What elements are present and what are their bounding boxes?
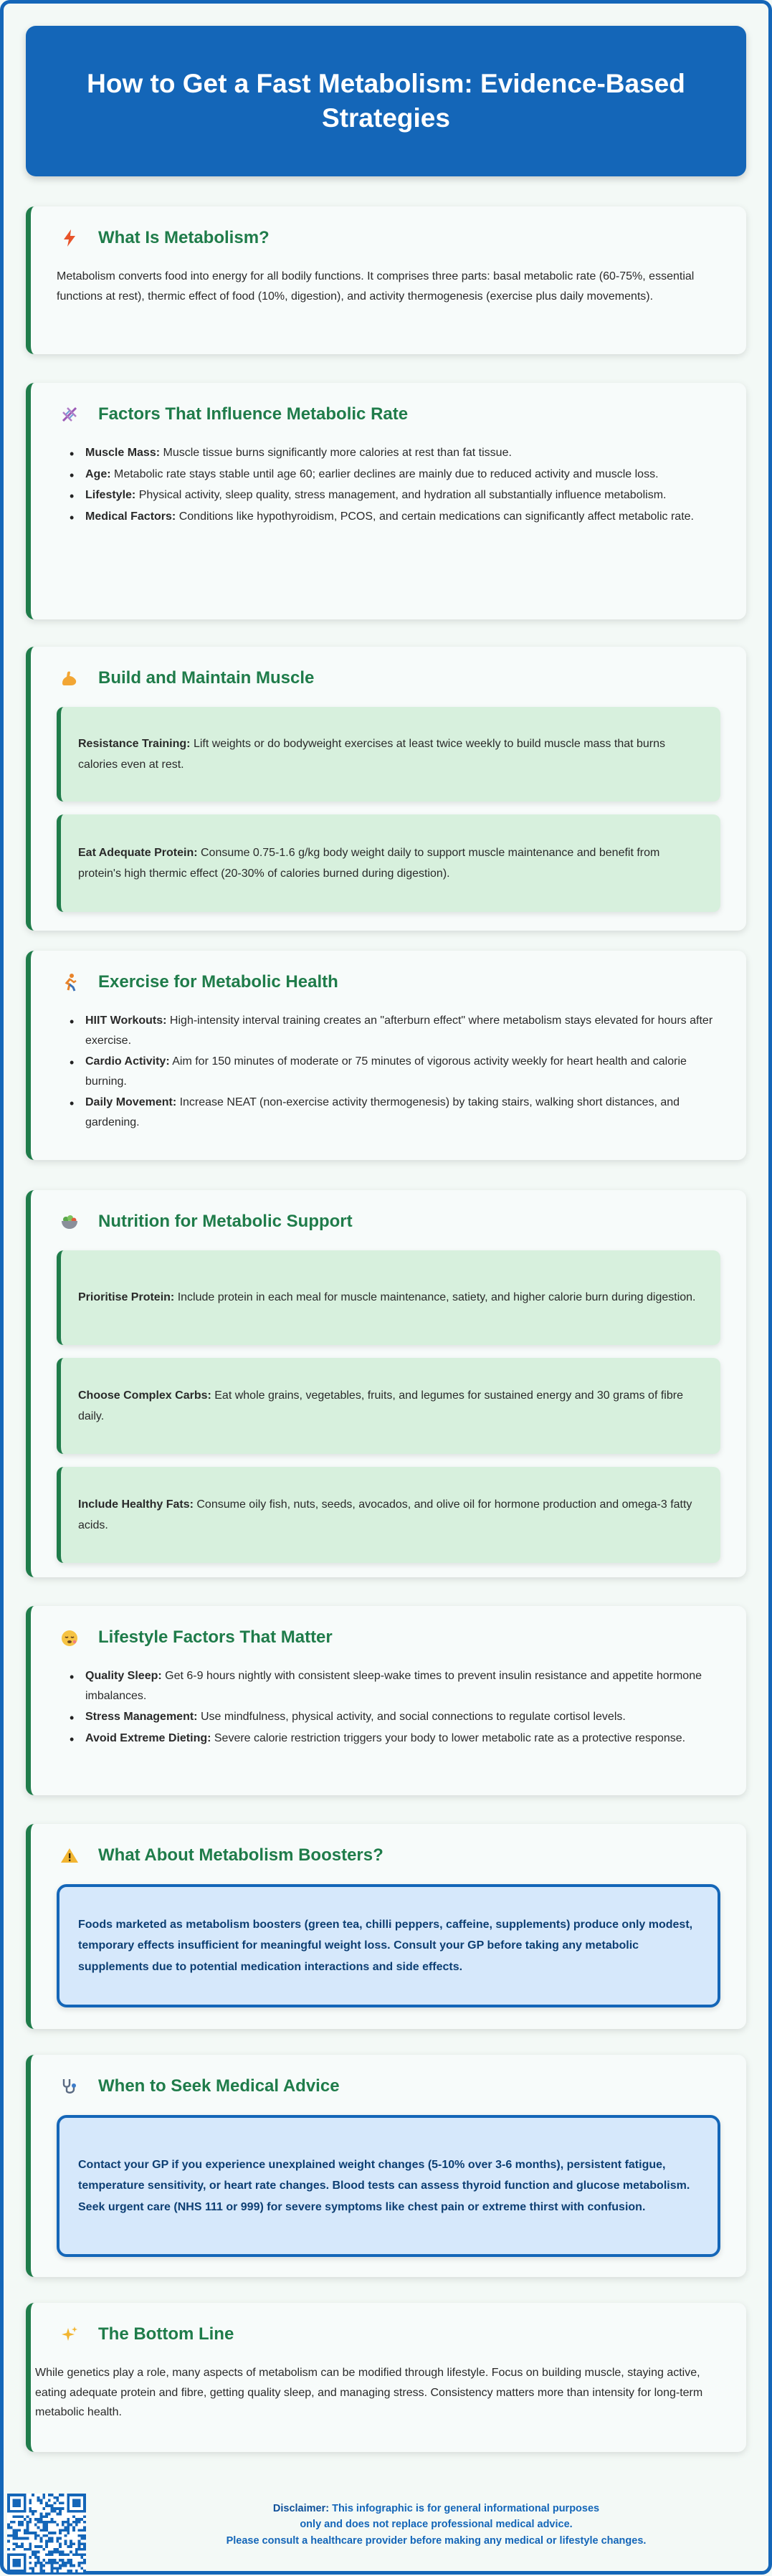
item-text: Physical activity, sleep quality, stress management, and hydration all substantially influence metabolism. — [135, 489, 667, 502]
section-bottom-line — [26, 2303, 746, 2452]
section-build-muscle — [26, 647, 746, 931]
item-text: Increase NEAT (non-exercise activity thermogenesis) by taking stairs, walking short distances, and gardening. — [85, 1096, 680, 1128]
section-title: Build and Maintain Muscle — [98, 668, 315, 688]
tip-label: Include Healthy Fats: — [78, 1498, 194, 1511]
tip-text — [78, 1494, 703, 1536]
section-header — [57, 2076, 720, 2096]
lightning-icon — [59, 228, 80, 248]
section-header — [57, 1212, 720, 1232]
alert-box — [57, 1884, 720, 2007]
tip-card — [57, 814, 720, 912]
section-header — [57, 228, 720, 248]
item-text: Get 6-9 hours nightly with consistent sleep-wake times to prevent insulin resistance and appetite hormone imbalances. — [85, 1670, 702, 1702]
list-item — [59, 507, 720, 527]
item-text: Conditions like hypothyroidism, PCOS, and certain medications can significantly affect metabolic rate. — [176, 510, 694, 523]
qr-code-icon — [7, 2494, 86, 2572]
tip-text — [78, 842, 703, 884]
list-item — [59, 1729, 720, 1749]
tip-body: Lift weights or do bodyweight exercises at least twice weekly to build muscle mass that burns calories even at rest. — [78, 737, 666, 771]
page-header — [26, 26, 746, 176]
factors-list — [57, 443, 720, 526]
section-factors — [26, 383, 746, 619]
section-body: Metabolism converts food into energy for all bodily functions. It comprises three parts: basal metabolic rate (60-75%, essential functions at rest), thermic effect of food (10%, digestion), and activity thermogenesis (exercise plus daily movements). — [57, 270, 695, 303]
tip-text — [78, 1287, 695, 1308]
section-medical-advice — [26, 2055, 746, 2277]
section-header — [57, 404, 720, 424]
item-text: Muscle tissue burns significantly more calories at rest than fat tissue. — [160, 447, 512, 459]
disclaimer-line-1: This infographic is for general informational purposes — [329, 2503, 600, 2514]
section-title: Exercise for Metabolic Health — [98, 972, 338, 992]
warning-icon — [59, 1845, 80, 1866]
exercise-list — [57, 1011, 720, 1132]
alert-text: Contact your GP if you experience unexplained weight changes (5-10% over 3-6 months), persistent fatigue, temperature sensitivity, or heart rate changes. Blood tests can assess thyroid function and glucose metabolism. Seek urgent care (NHS 111 or 999) for severe symptoms like chest pain or extreme thirst with confusion. — [78, 2159, 690, 2213]
item-text: Aim for 150 minutes of moderate or 75 minutes of vigorous activity weekly for heart health and calorie burning. — [85, 1055, 687, 1088]
section-header — [57, 1845, 720, 1866]
tip-body: Eat whole grains, vegetables, fruits, and legumes for sustained energy and 30 grams of fibre daily. — [78, 1389, 683, 1422]
tip-body: Include protein in each meal for muscle maintenance, satiety, and higher calorie burn during digestion. — [174, 1291, 696, 1304]
list-item — [59, 1093, 720, 1132]
tip-label: Prioritise Protein: — [78, 1291, 175, 1304]
disclaimer — [129, 2501, 743, 2549]
section-title: Nutrition for Metabolic Support — [98, 1212, 353, 1231]
list-item — [59, 1011, 720, 1050]
section-title: When to Seek Medical Advice — [98, 2076, 340, 2096]
item-label: Quality Sleep: — [85, 1670, 162, 1682]
section-title: Lifestyle Factors That Matter — [98, 1627, 333, 1647]
disclaimer-line-2: only and does not replace professional medical advice. — [300, 2519, 573, 2531]
section-header — [57, 668, 720, 688]
tip-body: Consume 0.75-1.6 g/kg body weight daily to support muscle maintenance and benefit from protein's high thermic effect (20-30% of calories burned during digestion). — [78, 846, 660, 880]
list-item — [59, 443, 720, 463]
item-text: High-intensity interval training creates an "afterburn effect" where metabolism stays elevated for hours after exercise. — [85, 1014, 713, 1047]
item-label: Muscle Mass: — [85, 447, 161, 459]
section-title: The Bottom Line — [98, 2324, 234, 2344]
tip-card — [57, 1467, 720, 1563]
section-what-is-metabolism — [26, 206, 746, 354]
section-lifestyle — [26, 1606, 746, 1795]
stethoscope-icon — [59, 2076, 80, 2096]
item-text: Metabolic rate stays stable until age 60; earlier declines are mainly due to reduced activity and muscle loss. — [110, 467, 659, 480]
item-label: Lifestyle: — [85, 489, 136, 502]
section-boosters — [26, 1824, 746, 2029]
list-item — [59, 1052, 720, 1091]
lifestyle-list — [57, 1666, 720, 1748]
item-text: Severe calorie restriction triggers your body to lower metabolic rate as a protective response. — [211, 1731, 686, 1744]
item-text: Use mindfulness, physical activity, and social connections to regulate cortisol levels. — [197, 1711, 626, 1724]
alert-box — [57, 2115, 720, 2257]
item-label: Daily Movement: — [85, 1096, 177, 1109]
section-title: What About Metabolism Boosters? — [98, 1845, 383, 1865]
tip-card — [57, 1358, 720, 1454]
section-nutrition — [26, 1190, 746, 1577]
section-header — [57, 972, 720, 992]
section-title: Factors That Influence Metabolic Rate — [98, 404, 409, 424]
section-header — [57, 1627, 720, 1648]
item-label: HIIT Workouts: — [85, 1014, 167, 1027]
section-exercise — [26, 951, 746, 1160]
tip-text — [78, 1385, 703, 1427]
tip-card — [57, 1250, 720, 1345]
section-body: While genetics play a role, many aspects of metabolism can be modified through lifestyle. Focus on building muscle, staying active, eating adequate protein and fibre, getting quality sleep, and managing stress. Consistency matters more than intensity for long-term metabolic health. — [35, 2367, 703, 2419]
alert-text: Foods marketed as metabolism boosters (green tea, chilli peppers, caffeine, supplements) produce only modest, temporary effects insufficient for meaningful weight loss. Consult your GP before taking any metabolic supplements due to potential medication interactions and side effects. — [78, 1919, 693, 1973]
item-label: Cardio Activity: — [85, 1055, 170, 1068]
item-label: Age: — [85, 467, 111, 480]
sparkles-icon — [59, 2324, 80, 2344]
tip-label: Eat Adequate Protein: — [78, 846, 198, 859]
list-item — [59, 465, 720, 485]
sleepy-face-icon — [59, 1627, 80, 1648]
footer — [0, 2488, 772, 2571]
list-item — [59, 485, 720, 505]
tip-text — [78, 733, 703, 775]
item-label: Avoid Extreme Dieting: — [85, 1731, 211, 1744]
item-label: Medical Factors: — [85, 510, 176, 523]
tip-label: Choose Complex Carbs: — [78, 1389, 211, 1402]
salad-bowl-icon — [59, 1212, 80, 1232]
dna-icon — [59, 404, 80, 424]
section-header — [57, 2324, 720, 2344]
section-title: What Is Metabolism? — [98, 228, 270, 247]
disclaimer-line-3: Please consult a healthcare provider before making any medical or lifestyle changes. — [226, 2534, 647, 2547]
item-label: Stress Management: — [85, 1711, 198, 1724]
tip-body: Consume oily fish, nuts, seeds, avocados, and olive oil for hormone production and omega-3 fatty acids. — [78, 1498, 692, 1531]
page-title: How to Get a Fast Metabolism: Evidence-Based Strategies — [87, 68, 685, 133]
list-item — [59, 1666, 720, 1706]
runner-icon — [59, 972, 80, 992]
list-item — [59, 1707, 720, 1727]
tip-card — [57, 707, 720, 802]
tip-label: Resistance Training: — [78, 737, 191, 750]
flexed-bicep-icon — [59, 668, 80, 688]
disclaimer-label: Disclaimer: — [272, 2503, 330, 2514]
